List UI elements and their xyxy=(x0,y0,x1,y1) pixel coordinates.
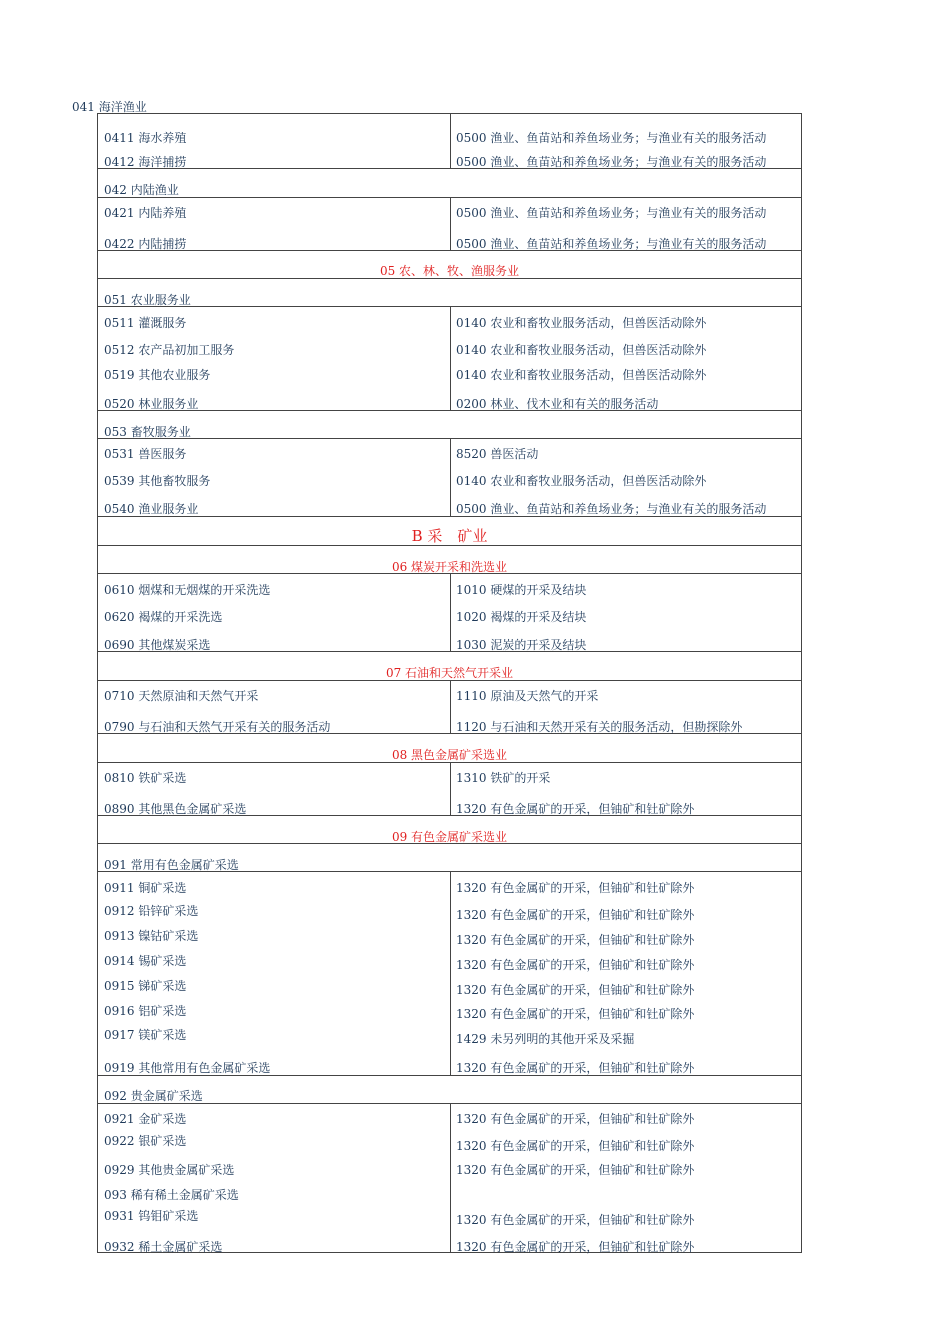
section-heading-08: 08 黑色金属矿采选业 xyxy=(391,748,508,762)
column-divider xyxy=(450,573,451,651)
table-cell-mapping: 1320 有色金属矿的开采，但铀矿和钍矿除外 xyxy=(456,1061,695,1075)
column-divider xyxy=(450,114,451,168)
table-cell-mapping: 1120 与石油和天然开采有关的服务活动，但勘探除外 xyxy=(456,720,743,734)
table-cell-code: 0912 铅锌矿采选 xyxy=(104,904,199,918)
table-divider xyxy=(98,545,801,546)
table-cell-mapping: 1010 硬煤的开采及结块 xyxy=(456,583,587,597)
table-cell-mapping: 0140 农业和畜牧业服务活动，但兽医活动除外 xyxy=(456,474,707,488)
table-cell-code: 0810 铁矿采选 xyxy=(104,771,187,785)
table-cell-mapping: 1320 有色金属矿的开采，但铀矿和钍矿除外 xyxy=(456,933,695,947)
table-divider xyxy=(98,1075,801,1076)
column-divider xyxy=(450,306,451,410)
column-divider xyxy=(450,871,451,1075)
table-cell-mapping: 0200 林业、伐木业和有关的服务活动 xyxy=(456,397,659,411)
section-heading-09: 09 有色金属矿采选业 xyxy=(391,830,508,844)
table-cell-code: 0915 锑矿采选 xyxy=(104,979,187,993)
table-cell-mapping: 1320 有色金属矿的开采，但铀矿和钍矿除外 xyxy=(456,1139,695,1153)
table-cell-mapping: 1429 未另列明的其他开采及采掘 xyxy=(456,1032,635,1046)
column-divider xyxy=(450,1103,451,1253)
table-cell-mapping: 0500 渔业、鱼苗站和养鱼场业务；与渔业有关的服务活动 xyxy=(456,155,767,169)
table-divider xyxy=(98,410,801,411)
table-cell-code: 0919 其他常用有色金属矿采选 xyxy=(104,1061,271,1075)
table-cell-mapping: 1320 有色金属矿的开采，但铀矿和钍矿除外 xyxy=(456,1240,695,1254)
table-cell-mapping: 1310 铁矿的开采 xyxy=(456,771,551,785)
table-cell-code: 0917 镁矿采选 xyxy=(104,1028,187,1042)
table-cell-code: 0932 稀土金属矿采选 xyxy=(104,1240,223,1254)
table-divider xyxy=(98,278,801,279)
table-cell-mapping: 1030 泥炭的开采及结块 xyxy=(456,638,587,652)
table-cell-code: 0913 镍钴矿采选 xyxy=(104,929,199,943)
section-heading-06: 06 煤炭开采和洗选业 xyxy=(391,560,508,574)
table-cell-code: 0422 内陆捕捞 xyxy=(104,237,187,251)
table-cell-mapping: 1020 褐煤的开采及结块 xyxy=(456,610,587,624)
table-cell-code: 0520 林业服务业 xyxy=(104,397,199,411)
table-cell-code: 0929 其他贵金属矿采选 xyxy=(104,1163,235,1177)
table-cell-mapping: 0140 农业和畜牧业服务活动，但兽医活动除外 xyxy=(456,368,707,382)
group-heading-093: 093 稀有稀土金属矿采选 xyxy=(104,1188,239,1202)
table-cell-code: 0922 银矿采选 xyxy=(104,1134,187,1148)
table-cell-code: 0690 其他煤炭采选 xyxy=(104,638,211,652)
table-cell-code: 0539 其他畜牧服务 xyxy=(104,474,211,488)
table-cell-code: 0421 内陆养殖 xyxy=(104,206,187,220)
table-cell-code: 0914 锡矿采选 xyxy=(104,954,187,968)
table-cell-mapping: 1320 有色金属矿的开采，但铀矿和钍矿除外 xyxy=(456,881,695,895)
column-divider xyxy=(450,438,451,516)
table-cell-mapping: 1320 有色金属矿的开采，但铀矿和钍矿除外 xyxy=(456,802,695,816)
section-heading-05: 05 农、林、牧、渔服务业 xyxy=(379,264,520,278)
section-heading-07: 07 石油和天然气开采业 xyxy=(385,666,514,680)
table-cell-code: 0710 天然原油和天然气开采 xyxy=(104,689,259,703)
table-cell-mapping: 1110 原油及天然气的开采 xyxy=(456,689,599,703)
table-cell-mapping: 0500 渔业、鱼苗站和养鱼场业务；与渔业有关的服务活动 xyxy=(456,237,767,251)
table-cell-mapping: 8520 兽医活动 xyxy=(456,447,539,461)
table-cell-code: 0921 金矿采选 xyxy=(104,1112,187,1126)
table-cell-code: 0511 灌溉服务 xyxy=(104,316,187,330)
table-cell-mapping: 0140 农业和畜牧业服务活动，但兽医活动除外 xyxy=(456,316,707,330)
table-cell-code: 0531 兽医服务 xyxy=(104,447,187,461)
group-heading-092: 092 贵金属矿采选 xyxy=(104,1089,203,1103)
table-cell-code: 0790 与石油和天然气开采有关的服务活动 xyxy=(104,720,331,734)
table-cell-code: 0620 褐煤的开采洗选 xyxy=(104,610,223,624)
group-heading-051: 051 农业服务业 xyxy=(104,293,191,307)
table-cell-code: 0411 海水养殖 xyxy=(104,131,187,145)
column-divider xyxy=(450,680,451,733)
table-cell-code: 0890 其他黑色金属矿采选 xyxy=(104,802,247,816)
table-cell-mapping: 0140 农业和畜牧业服务活动，但兽医活动除外 xyxy=(456,343,707,357)
table-cell-mapping: 1320 有色金属矿的开采，但铀矿和钍矿除外 xyxy=(456,1163,695,1177)
table-cell-mapping: 1320 有色金属矿的开采，但铀矿和钍矿除外 xyxy=(456,908,695,922)
table-cell-code: 0519 其他农业服务 xyxy=(104,368,211,382)
table-cell-mapping: 0500 渔业、鱼苗站和养鱼场业务；与渔业有关的服务活动 xyxy=(456,131,767,145)
group-heading-091: 091 常用有色金属矿采选 xyxy=(104,858,239,872)
table-cell-mapping: 1320 有色金属矿的开采，但铀矿和钍矿除外 xyxy=(456,1007,695,1021)
table-divider xyxy=(98,516,801,517)
table-cell-mapping: 1320 有色金属矿的开采，但铀矿和钍矿除外 xyxy=(456,1112,695,1126)
table-cell-mapping: 0500 渔业、鱼苗站和养鱼场业务；与渔业有关的服务活动 xyxy=(456,502,767,516)
table-cell-code: 0540 渔业服务业 xyxy=(104,502,199,516)
table-cell-code: 0512 农产品初加工服务 xyxy=(104,343,235,357)
column-divider xyxy=(450,197,451,250)
table-cell-mapping: 0500 渔业、鱼苗站和养鱼场业务；与渔业有关的服务活动 xyxy=(456,206,767,220)
column-divider xyxy=(450,762,451,815)
table-cell-code: 0931 钨钼矿采选 xyxy=(104,1209,199,1223)
table-cell-mapping: 1320 有色金属矿的开采，但铀矿和钍矿除外 xyxy=(456,1213,695,1227)
group-heading-041: 041 海洋渔业 xyxy=(72,100,147,114)
table-cell-mapping: 1320 有色金属矿的开采，但铀矿和钍矿除外 xyxy=(456,983,695,997)
section-heading-b: B 采 矿业 xyxy=(411,527,488,545)
table-cell-code: 0911 铜矿采选 xyxy=(104,881,187,895)
group-heading-042: 042 内陆渔业 xyxy=(104,183,179,197)
table-cell-code: 0610 烟煤和无烟煤的开采洗选 xyxy=(104,583,271,597)
classification-table xyxy=(97,113,802,1253)
table-cell-code: 0412 海洋捕捞 xyxy=(104,155,187,169)
group-heading-053: 053 畜牧服务业 xyxy=(104,425,191,439)
table-cell-code: 0916 铝矿采选 xyxy=(104,1004,187,1018)
table-cell-mapping: 1320 有色金属矿的开采，但铀矿和钍矿除外 xyxy=(456,958,695,972)
